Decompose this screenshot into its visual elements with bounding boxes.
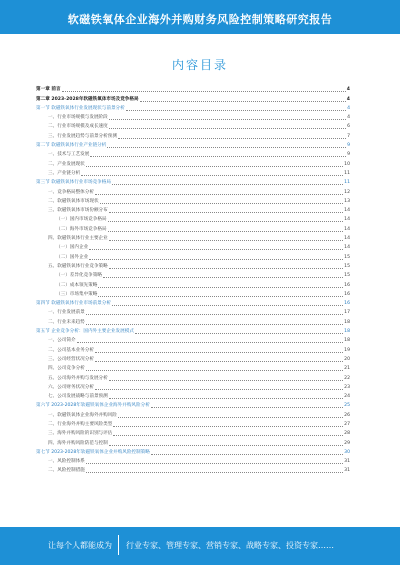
toc-entry-title: （二）成本领先策略 [56,282,98,288]
toc-page-number: 19 [344,347,350,353]
toc-page-number: 15 [344,263,350,269]
toc-dot-leader [151,454,343,455]
toc-entry-title: （二）海外市场竞争格局 [56,226,107,232]
toc-page-number: 14 [344,236,350,242]
toc-dot-leader [95,194,343,195]
toc-entry[interactable] [36,401,350,410]
toc-page-number: 16 [344,282,350,288]
toc-page-number: 25 [344,403,350,409]
toc-entry-title: （一）差异化竞争策略 [56,273,102,279]
report-title: 软磁铁氧体企业海外并购财务风险控制策略研究报告 [67,13,333,26]
toc-entry[interactable] [36,141,350,150]
toc-page-number: 16 [344,291,350,297]
footer-bar [0,527,400,565]
toc-dot-leader [107,147,346,148]
toc-page-number: 14 [344,245,350,251]
toc-entry[interactable] [36,345,350,354]
toc-dot-leader [89,259,343,260]
toc-entry-title: 三、软磁铁氧体市场份额分布 [48,208,108,214]
header-bar [0,0,400,34]
toc-entry[interactable] [36,131,350,140]
toc-entry[interactable] [36,169,350,178]
toc-entry-title: 二、软磁铁氧体市场现状 [48,198,99,204]
toc-entry[interactable] [36,280,350,289]
toc-entry[interactable] [36,85,350,94]
toc-entry-title: 第六节 2023-2028年软磁铁氧体企业海外并购风险分析 [36,403,150,409]
toc-page-number: 16 [344,301,350,307]
toc-entry[interactable] [36,262,350,271]
toc-entry[interactable] [36,429,350,438]
toc-page-number: 4 [346,87,350,93]
toc-dot-leader [98,287,343,288]
toc-dot-leader [108,221,344,222]
toc-entry-title: 二、产业发展现状 [48,161,85,167]
toc-dot-leader [112,305,343,306]
toc-entry-title: （一）国内市场竞争格局 [56,217,107,223]
toc-dot-leader [86,463,343,464]
toc-page-number: 4 [346,96,350,102]
toc-page-number: 30 [344,449,350,455]
toc-dot-leader [109,445,343,446]
toc-dot-leader [126,110,346,111]
toc-page-number: 9 [347,143,350,149]
toc-page-number: 15 [344,254,350,260]
toc-dot-leader [113,426,343,427]
toc-page-number: 29 [344,440,350,446]
toc-entry[interactable] [36,187,350,196]
toc-entry-title: 二、风险控制措施 [48,468,85,474]
toc-entry-title: 二、行业市场规模及成长速度 [48,124,108,130]
toc-entry[interactable] [36,104,350,113]
toc-dot-leader [109,268,343,269]
toc-entry-title: 四、软磁铁氧体行业主要企业 [48,236,108,242]
toc-entry[interactable] [36,308,350,317]
toc-entry[interactable] [36,420,350,429]
toc-entry-title: 五、公司海外并购与发展分析 [48,375,108,381]
toc-page-number: 20 [344,356,350,362]
toc-page-number: 9 [347,152,350,158]
toc-dot-leader [89,249,343,250]
toc-entry-title: 第二节 软磁铁氧体行业产业链分析 [36,143,107,149]
toc-dot-leader [62,91,346,92]
toc-dot-leader [118,138,346,139]
toc-entry[interactable] [36,113,350,122]
footer-divider [118,535,119,555]
toc-page-number: 18 [344,329,350,335]
toc-dot-leader [109,240,343,241]
toc-entry[interactable] [36,234,350,243]
toc-page-number: 18 [344,319,350,325]
toc-dot-leader [95,389,343,390]
toc-page-number: 28 [344,431,350,437]
toc-entry[interactable] [36,271,350,280]
footer-slogan-left: 让每个人都能成为 [48,541,112,550]
toc-entry[interactable] [36,94,350,103]
toc-dot-leader [112,184,343,185]
toc-entry-title: 二、行业未来趋势 [48,319,85,325]
toc-page-number: 11 [344,180,350,186]
toc-dot-leader [98,296,343,297]
toc-entry-title: 五、软磁铁氧体行业竞争策略 [48,263,108,269]
toc-entry[interactable] [36,466,350,475]
toc-page-number: 26 [344,412,350,418]
toc-entry[interactable] [36,438,350,447]
toc-entry-title: 一、竞争格局整体分析 [48,189,94,195]
toc-entry-title: 一、行业市场规模与发展阶段 [48,115,108,121]
toc-entry-title: 一、公司简介 [48,338,76,344]
toc-entry-title: 二、公司基本业务分析 [48,347,94,353]
toc-dot-leader [81,175,343,176]
toc-entry-title: 一、技术与工艺发展 [48,152,90,158]
footer-slogan-right: 行业专家、管理专家、营销专家、战略专家、投资专家…… [126,541,334,550]
toc-dot-leader [86,472,343,473]
toc-dot-leader [86,166,343,167]
toc-entry-title: 三、海外并购风险的识别与评估 [48,431,113,437]
toc-entry-title: 第二章 2023-2028年软磁铁氧体市场及竞争格局 [36,96,139,102]
toc-page-number: 15 [344,273,350,279]
toc-dot-leader [113,435,343,436]
toc-page-number: 6 [347,124,350,130]
toc-page-number: 4 [347,115,350,121]
toc-page-number: 11 [344,170,350,176]
toc-page-number: 4 [347,105,350,111]
toc-entry[interactable] [36,290,350,299]
toc-entry-title: 一、风险控制体系 [48,459,85,465]
toc-entry[interactable] [36,197,350,206]
toc-entry[interactable] [36,457,350,466]
toc-dot-leader [77,342,344,343]
toc-entry[interactable] [36,178,350,187]
toc-entry-title: 第四节 软磁铁氧体行业市场前景分析 [36,301,111,307]
toc-entry-title: 第一章 前言 [36,87,61,93]
toc-entry[interactable] [36,299,350,308]
toc-page-number: 31 [344,468,350,474]
toc-dot-leader [109,119,346,120]
toc-entry[interactable] [36,392,350,401]
toc-entry-title: 一、软磁铁氧体企业海外并购风险 [48,412,117,418]
toc-entry-title: 三、行业发展趋势与前景分析预测 [48,133,117,139]
toc-page-number: 31 [344,459,350,465]
toc-dot-leader [86,324,343,325]
toc-entry[interactable] [36,355,350,364]
toc-entry[interactable] [36,317,350,326]
toc-dot-leader [109,398,343,399]
toc-dot-leader [108,231,344,232]
toc-entry-title: （三）市场集中策略 [56,291,98,297]
toc-page-number: 18 [344,338,350,344]
toc-entry[interactable] [36,206,350,215]
toc-entry[interactable] [36,215,350,224]
toc-entry-title: （一）国内企业 [56,245,89,251]
toc-entry[interactable] [36,150,350,159]
toc-entry[interactable] [36,448,350,457]
toc-page-number: 10 [344,161,350,167]
toc-entry-title: 第一节 软磁铁氧体行业发展现状与前景分析 [36,105,125,111]
toc-dot-leader [86,370,343,371]
toc-page-number: 7 [347,133,350,139]
toc-entry[interactable] [36,327,350,336]
toc-entry-title: 第三节 软磁铁氧体行业市场竞争格局 [36,180,111,186]
toc-page-number: 23 [344,384,350,390]
toc-entry[interactable] [36,122,350,131]
toc-entry-title: 二、行业海外并购主要风险类型 [48,421,113,427]
toc-page-number: 13 [344,198,350,204]
toc-dot-leader [95,361,343,362]
toc-dot-leader [100,203,344,204]
toc-entry-title: 第五节 企业竞争分析：国内外主要企业发展模式 [36,329,134,335]
toc-page-number: 14 [344,217,350,223]
toc-page-number: 17 [344,310,350,316]
toc-entry[interactable] [36,383,350,392]
toc-entry-title: 第七节 2023-2028年软磁铁氧体企业并购风险控制策略 [36,449,150,455]
toc-entry-title: （二）国外企业 [56,254,89,260]
toc-page-number: 14 [344,226,350,232]
toc-entry[interactable] [36,364,350,373]
toc-entry[interactable] [36,224,350,233]
toc-entry-title: 七、公司发展战略与前景预测 [48,394,108,400]
toc-entry[interactable] [36,252,350,261]
toc-dot-leader [140,101,346,102]
toc-page-number: 14 [344,208,350,214]
toc-entry-title: 三、产业链分析 [48,170,81,176]
toc-entry[interactable] [36,410,350,419]
toc-page-number: 27 [344,421,350,427]
toc-dot-leader [109,128,346,129]
toc-entry-title: 四、公司竞争分析 [48,366,85,372]
toc-entry-title: 三、公司经营状况分析 [48,356,94,362]
toc-dot-leader [109,380,343,381]
toc-dot-leader [118,417,343,418]
table-of-contents [36,85,350,475]
toc-entry[interactable] [36,243,350,252]
toc-heading: 内容目录 [171,58,228,72]
toc-entry[interactable] [36,159,350,168]
toc-entry-title: 六、公司财务状况分析 [48,384,94,390]
toc-entry[interactable] [36,336,350,345]
toc-dot-leader [103,277,343,278]
toc-dot-leader [151,407,343,408]
toc-dot-leader [109,212,343,213]
toc-entry-title: 四、海外并购风险防范与控制 [48,440,108,446]
toc-page-number: 21 [344,366,350,372]
toc-dot-leader [86,314,343,315]
toc-page-number: 22 [344,375,350,381]
toc-entry[interactable] [36,373,350,382]
toc-entry-title: 一、行业发展前景 [48,310,85,316]
toc-dot-leader [135,333,343,334]
toc-dot-leader [90,156,346,157]
toc-dot-leader [95,352,343,353]
toc-page-number: 12 [344,189,350,195]
toc-page-number: 24 [344,394,350,400]
